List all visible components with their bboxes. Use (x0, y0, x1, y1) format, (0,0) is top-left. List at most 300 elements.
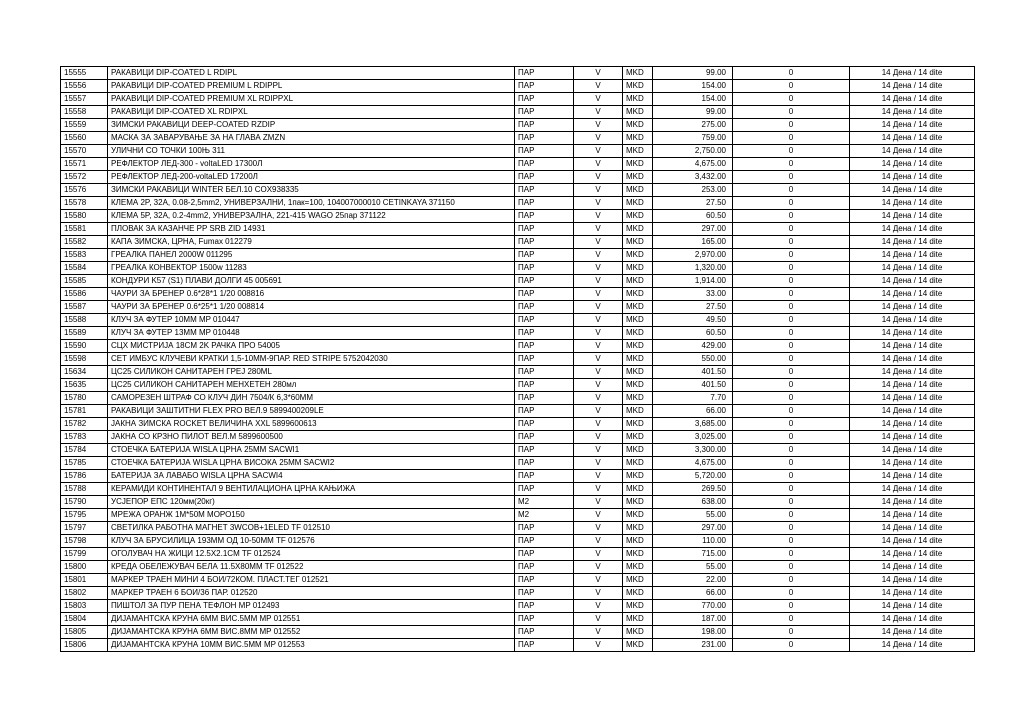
table-row (61, 613, 975, 626)
table-row (61, 80, 975, 93)
item-delivery: 14 Дена / 14 dite (850, 210, 975, 223)
item-name: МАРКЕР ТРАЕН 6 БОИ/36 ПАР. 012520 (108, 587, 515, 600)
item-name: РАКАВИЦИ DIP-COATED PREMIUM XL RDIPPXL (108, 93, 515, 106)
item-code: 15635 (61, 379, 108, 392)
item-currency: MKD (623, 340, 653, 353)
item-delivery: 14 Дена / 14 dite (850, 314, 975, 327)
item-vat-flag: V (574, 67, 623, 80)
item-name: ЈАКНА СО КРЗНО ПИЛОТ ВЕЛ.M 5899600500 (108, 431, 515, 444)
item-name: РАКАВИЦИ DIP-COATED XL RDIPXL (108, 106, 515, 119)
item-code: 15557 (61, 93, 108, 106)
item-code: 15588 (61, 314, 108, 327)
item-quantity: 0 (733, 613, 850, 626)
item-quantity: 0 (733, 535, 850, 548)
item-quantity: 0 (733, 106, 850, 119)
table-row (61, 262, 975, 275)
item-quantity: 0 (733, 483, 850, 496)
item-quantity: 0 (733, 353, 850, 366)
item-quantity: 0 (733, 587, 850, 600)
item-quantity: 0 (733, 626, 850, 639)
item-quantity: 0 (733, 67, 850, 80)
item-unit: ПАР (515, 574, 574, 587)
item-price: 110.00 (653, 535, 733, 548)
item-price: 770.00 (653, 600, 733, 613)
item-quantity: 0 (733, 158, 850, 171)
item-quantity: 0 (733, 496, 850, 509)
table-row (61, 223, 975, 236)
item-price: 275.00 (653, 119, 733, 132)
item-quantity: 0 (733, 366, 850, 379)
item-code: 15559 (61, 119, 108, 132)
item-name: ГРЕАЛКА КОНВЕКТОР 1500w 11283 (108, 262, 515, 275)
item-code: 15806 (61, 639, 108, 652)
item-price: 269.50 (653, 483, 733, 496)
table-row (61, 626, 975, 639)
item-price: 187.00 (653, 613, 733, 626)
item-quantity: 0 (733, 314, 850, 327)
item-currency: MKD (623, 587, 653, 600)
item-delivery: 14 Дена / 14 dite (850, 262, 975, 275)
item-quantity: 0 (733, 431, 850, 444)
item-currency: MKD (623, 639, 653, 652)
table-row (61, 587, 975, 600)
item-currency: MKD (623, 457, 653, 470)
item-unit: ПАР (515, 119, 574, 132)
item-delivery: 14 Дена / 14 dite (850, 301, 975, 314)
table-row (61, 67, 975, 80)
item-vat-flag: V (574, 288, 623, 301)
item-name: КАПА ЗИМСКА, ЦРНА, Fumax 012279 (108, 236, 515, 249)
item-currency: MKD (623, 444, 653, 457)
item-unit: ПАР (515, 405, 574, 418)
item-price: 3,300.00 (653, 444, 733, 457)
item-name: РАКАВИЦИ ЗАШТИТНИ FLEX PRO ВЕЛ.9 5899400209LE (108, 405, 515, 418)
item-price: 55.00 (653, 509, 733, 522)
item-vat-flag: V (574, 483, 623, 496)
item-vat-flag: V (574, 379, 623, 392)
item-unit: ПАР (515, 93, 574, 106)
item-delivery: 14 Дена / 14 dite (850, 80, 975, 93)
table-row (61, 470, 975, 483)
item-currency: MKD (623, 405, 653, 418)
item-quantity: 0 (733, 405, 850, 418)
item-price: 3,432.00 (653, 171, 733, 184)
item-currency: MKD (623, 67, 653, 80)
item-name: ЦС25 СИЛИКОН САНИТАРЕН ГРЕЈ 280ML (108, 366, 515, 379)
table-row (61, 327, 975, 340)
item-name: КЛУЧ ЗА БРУСИЛИЦА 193ММ ОД 10-50ММ TF 012576 (108, 535, 515, 548)
item-vat-flag: V (574, 574, 623, 587)
item-vat-flag: V (574, 210, 623, 223)
item-currency: MKD (623, 197, 653, 210)
item-delivery: 14 Дена / 14 dite (850, 483, 975, 496)
table-row (61, 483, 975, 496)
item-delivery: 14 Дена / 14 dite (850, 561, 975, 574)
item-delivery: 14 Дена / 14 dite (850, 119, 975, 132)
item-code: 15590 (61, 340, 108, 353)
item-price: 3,685.00 (653, 418, 733, 431)
table-row (61, 210, 975, 223)
item-currency: MKD (623, 106, 653, 119)
item-unit: ПАР (515, 145, 574, 158)
table-row (61, 197, 975, 210)
item-unit: ПАР (515, 444, 574, 457)
item-name: РЕФЛЕКТОР ЛЕД-300 - voltaLED 17300Л (108, 158, 515, 171)
item-code: 15578 (61, 197, 108, 210)
item-vat-flag: V (574, 314, 623, 327)
item-code: 15795 (61, 509, 108, 522)
item-currency: MKD (623, 431, 653, 444)
table-row (61, 314, 975, 327)
item-vat-flag: V (574, 327, 623, 340)
item-vat-flag: V (574, 509, 623, 522)
item-unit: ПАР (515, 340, 574, 353)
item-name: ПИШТОЛ ЗА ПУР ПЕНА ТЕФЛОН MP 012493 (108, 600, 515, 613)
table-row (61, 561, 975, 574)
item-quantity: 0 (733, 197, 850, 210)
item-name: КОНДУРИ K57 (S1) ПЛАВИ ДОЛГИ 45 005691 (108, 275, 515, 288)
item-quantity: 0 (733, 249, 850, 262)
item-delivery: 14 Дена / 14 dite (850, 236, 975, 249)
item-quantity: 0 (733, 457, 850, 470)
item-currency: MKD (623, 288, 653, 301)
table-row (61, 145, 975, 158)
item-unit: ПАР (515, 522, 574, 535)
item-code: 15802 (61, 587, 108, 600)
item-name: УСЈЕПОР ЕПС 120мм(20кг) (108, 496, 515, 509)
item-name: ЧАУРИ ЗА БРЕНЕР 0.6*28*1 1/20 008816 (108, 288, 515, 301)
item-name: КЛУЧ ЗА ФУТЕР 13MM MP 010448 (108, 327, 515, 340)
item-currency: MKD (623, 561, 653, 574)
item-code: 15781 (61, 405, 108, 418)
table-row (61, 288, 975, 301)
item-code: 15598 (61, 353, 108, 366)
item-price: 5,720.00 (653, 470, 733, 483)
item-unit: ПАР (515, 236, 574, 249)
item-vat-flag: V (574, 392, 623, 405)
item-delivery: 14 Дена / 14 dite (850, 93, 975, 106)
item-vat-flag: V (574, 535, 623, 548)
table-row (61, 249, 975, 262)
item-price: 1,914.00 (653, 275, 733, 288)
item-delivery: 14 Дена / 14 dite (850, 171, 975, 184)
item-unit: ПАР (515, 639, 574, 652)
item-vat-flag: V (574, 106, 623, 119)
item-code: 15584 (61, 262, 108, 275)
item-vat-flag: V (574, 132, 623, 145)
item-delivery: 14 Дена / 14 dite (850, 535, 975, 548)
table-row (61, 236, 975, 249)
item-code: 15797 (61, 522, 108, 535)
table-row (61, 405, 975, 418)
item-price: 231.00 (653, 639, 733, 652)
table-row (61, 548, 975, 561)
item-name: МРЕЖА ОРАНЖ 1M*50M МОРО150 (108, 509, 515, 522)
item-unit: ПАР (515, 561, 574, 574)
item-quantity: 0 (733, 301, 850, 314)
item-price: 401.50 (653, 366, 733, 379)
table-row (61, 496, 975, 509)
item-delivery: 14 Дена / 14 dite (850, 132, 975, 145)
item-price: 297.00 (653, 522, 733, 535)
item-unit: ПАР (515, 106, 574, 119)
item-currency: MKD (623, 483, 653, 496)
item-delivery: 14 Дена / 14 dite (850, 275, 975, 288)
item-code: 15780 (61, 392, 108, 405)
item-name: ГРЕАЛКА ПАНЕЛ 2000W 011295 (108, 249, 515, 262)
item-name: РАКАВИЦИ DIP-COATED L RDIPL (108, 67, 515, 80)
item-vat-flag: V (574, 470, 623, 483)
item-code: 15799 (61, 548, 108, 561)
item-price: 759.00 (653, 132, 733, 145)
item-price: 33.00 (653, 288, 733, 301)
item-name: СВЕТИЛКА РАБОТНА МАГНЕТ 3WCOB+1ELED TF 012510 (108, 522, 515, 535)
item-code: 15798 (61, 535, 108, 548)
item-price: 22.00 (653, 574, 733, 587)
item-currency: MKD (623, 509, 653, 522)
item-delivery: 14 Дена / 14 dite (850, 431, 975, 444)
table-row (61, 392, 975, 405)
item-currency: MKD (623, 366, 653, 379)
item-currency: MKD (623, 158, 653, 171)
item-delivery: 14 Дена / 14 dite (850, 184, 975, 197)
item-code: 15583 (61, 249, 108, 262)
item-vat-flag: V (574, 80, 623, 93)
item-code: 15576 (61, 184, 108, 197)
item-name: КЛЕМА 5P, 32A, 0.2-4mm2, УНИВЕРЗАЛНА, 221-415 WAGO 25пар 371122 (108, 210, 515, 223)
item-unit: ПАР (515, 327, 574, 340)
item-name: СЕТ ИМБУС КЛУЧЕВИ КРАТКИ 1,5-10ММ-9ПАР. RED STRIPE 5752042030 (108, 353, 515, 366)
item-name: ЈАКНА ЗИМСКА ROCKET ВЕЛИЧИНА XXL 5899600613 (108, 418, 515, 431)
item-price: 715.00 (653, 548, 733, 561)
item-vat-flag: V (574, 301, 623, 314)
item-unit: ПАР (515, 249, 574, 262)
item-vat-flag: V (574, 418, 623, 431)
item-unit: ПАР (515, 353, 574, 366)
item-quantity: 0 (733, 470, 850, 483)
item-code: 15585 (61, 275, 108, 288)
table-row (61, 444, 975, 457)
item-delivery: 14 Дена / 14 dite (850, 639, 975, 652)
item-vat-flag: V (574, 561, 623, 574)
table-row (61, 379, 975, 392)
item-code: 15805 (61, 626, 108, 639)
item-code: 15582 (61, 236, 108, 249)
item-currency: MKD (623, 600, 653, 613)
table-row (61, 275, 975, 288)
item-price: 99.00 (653, 106, 733, 119)
item-currency: MKD (623, 418, 653, 431)
item-delivery: 14 Дена / 14 dite (850, 405, 975, 418)
table-row (61, 353, 975, 366)
item-unit: ПАР (515, 132, 574, 145)
table-row (61, 418, 975, 431)
table-row (61, 93, 975, 106)
item-code: 15572 (61, 171, 108, 184)
item-delivery: 14 Дена / 14 dite (850, 444, 975, 457)
item-currency: MKD (623, 392, 653, 405)
item-delivery: 14 Дена / 14 dite (850, 496, 975, 509)
item-name: РАКАВИЦИ DIP-COATED PREMIUM L RDIPPL (108, 80, 515, 93)
table-row (61, 171, 975, 184)
item-delivery: 14 Дена / 14 dite (850, 626, 975, 639)
item-delivery: 14 Дена / 14 dite (850, 457, 975, 470)
item-currency: MKD (623, 301, 653, 314)
item-code: 15556 (61, 80, 108, 93)
item-quantity: 0 (733, 600, 850, 613)
item-vat-flag: V (574, 444, 623, 457)
item-delivery: 14 Дена / 14 dite (850, 366, 975, 379)
item-delivery: 14 Дена / 14 dite (850, 67, 975, 80)
item-quantity: 0 (733, 262, 850, 275)
item-unit: ПАР (515, 184, 574, 197)
item-quantity: 0 (733, 132, 850, 145)
item-code: 15634 (61, 366, 108, 379)
item-currency: MKD (623, 119, 653, 132)
item-currency: MKD (623, 93, 653, 106)
item-delivery: 14 Дена / 14 dite (850, 392, 975, 405)
item-code: 15558 (61, 106, 108, 119)
item-price: 638.00 (653, 496, 733, 509)
item-code: 15788 (61, 483, 108, 496)
item-name: ДИЈАМАНТСКА КРУНА 6ММ ВИС.8ММ MP 012552 (108, 626, 515, 639)
item-currency: MKD (623, 132, 653, 145)
item-quantity: 0 (733, 275, 850, 288)
item-vat-flag: V (574, 639, 623, 652)
item-vat-flag: V (574, 184, 623, 197)
item-unit: ПАР (515, 418, 574, 431)
item-name: ДИЈАМАНТСКА КРУНА 6ММ ВИС.5ММ MP 012551 (108, 613, 515, 626)
item-price: 4,675.00 (653, 457, 733, 470)
item-vat-flag: V (574, 626, 623, 639)
item-code: 15571 (61, 158, 108, 171)
item-vat-flag: V (574, 171, 623, 184)
item-name: УЛИЧНИ СО ТОЧКИ 100Њ 311 (108, 145, 515, 158)
item-currency: MKD (623, 145, 653, 158)
item-quantity: 0 (733, 561, 850, 574)
item-currency: MKD (623, 184, 653, 197)
item-price: 2,750.00 (653, 145, 733, 158)
item-unit: ПАР (515, 210, 574, 223)
item-currency: MKD (623, 249, 653, 262)
item-vat-flag: V (574, 548, 623, 561)
item-price: 60.50 (653, 210, 733, 223)
item-vat-flag: V (574, 93, 623, 106)
item-delivery: 14 Дена / 14 dite (850, 106, 975, 119)
item-price: 154.00 (653, 93, 733, 106)
item-vat-flag: V (574, 145, 623, 158)
table-row (61, 158, 975, 171)
item-delivery: 14 Дена / 14 dite (850, 509, 975, 522)
item-quantity: 0 (733, 93, 850, 106)
item-price: 99.00 (653, 67, 733, 80)
item-code: 15587 (61, 301, 108, 314)
item-name: ПЛОВАК ЗА КАЗАНЧЕ PP SRB ZID 14931 (108, 223, 515, 236)
item-unit: ПАР (515, 158, 574, 171)
item-code: 15801 (61, 574, 108, 587)
item-quantity: 0 (733, 574, 850, 587)
item-vat-flag: V (574, 457, 623, 470)
item-delivery: 14 Дена / 14 dite (850, 600, 975, 613)
item-name: ЧАУРИ ЗА БРЕНЕР 0.6*25*1 1/20 008814 (108, 301, 515, 314)
item-price: 27.50 (653, 197, 733, 210)
item-code: 15804 (61, 613, 108, 626)
item-quantity: 0 (733, 184, 850, 197)
item-vat-flag: V (574, 119, 623, 132)
item-price: 401.50 (653, 379, 733, 392)
item-delivery: 14 Дена / 14 dite (850, 418, 975, 431)
item-currency: MKD (623, 223, 653, 236)
table-row (61, 535, 975, 548)
item-code: 15560 (61, 132, 108, 145)
item-unit: ПАР (515, 470, 574, 483)
item-delivery: 14 Дена / 14 dite (850, 340, 975, 353)
item-vat-flag: V (574, 353, 623, 366)
table-row (61, 119, 975, 132)
item-unit: ПАР (515, 600, 574, 613)
item-delivery: 14 Дена / 14 dite (850, 574, 975, 587)
item-vat-flag: V (574, 158, 623, 171)
item-name: МАРКЕР ТРАЕН МИНИ 4 БОИ/72КОМ. ПЛАСТ.ТЕГ 012521 (108, 574, 515, 587)
item-vat-flag: V (574, 600, 623, 613)
item-unit: ПАР (515, 626, 574, 639)
item-vat-flag: V (574, 236, 623, 249)
item-currency: MKD (623, 626, 653, 639)
item-unit: ПАР (515, 80, 574, 93)
item-vat-flag: V (574, 262, 623, 275)
table-row (61, 574, 975, 587)
item-quantity: 0 (733, 171, 850, 184)
item-quantity: 0 (733, 327, 850, 340)
item-unit: ПАР (515, 301, 574, 314)
item-currency: MKD (623, 80, 653, 93)
item-code: 15782 (61, 418, 108, 431)
table-row (61, 509, 975, 522)
item-quantity: 0 (733, 392, 850, 405)
item-price: 49.50 (653, 314, 733, 327)
item-quantity: 0 (733, 548, 850, 561)
item-quantity: 0 (733, 210, 850, 223)
item-unit: ПАР (515, 223, 574, 236)
item-name: ДИЈАМАНТСКА КРУНА 10ММ ВИС.5ММ MP 012553 (108, 639, 515, 652)
item-unit: ПАР (515, 275, 574, 288)
item-unit: ПАР (515, 483, 574, 496)
item-unit: ПАР (515, 197, 574, 210)
item-delivery: 14 Дена / 14 dite (850, 379, 975, 392)
item-price: 7.70 (653, 392, 733, 405)
item-currency: MKD (623, 522, 653, 535)
item-price: 429.00 (653, 340, 733, 353)
item-currency: MKD (623, 353, 653, 366)
item-currency: MKD (623, 171, 653, 184)
item-delivery: 14 Дена / 14 dite (850, 522, 975, 535)
item-delivery: 14 Дена / 14 dite (850, 327, 975, 340)
item-vat-flag: V (574, 587, 623, 600)
item-quantity: 0 (733, 340, 850, 353)
item-vat-flag: V (574, 249, 623, 262)
price-list-table (60, 66, 975, 652)
item-unit: ПАР (515, 314, 574, 327)
item-code: 15800 (61, 561, 108, 574)
item-code: 15784 (61, 444, 108, 457)
item-quantity: 0 (733, 236, 850, 249)
item-name: ЗИМСКИ РАКАВИЦИ DEEP-COATED RZDIP (108, 119, 515, 132)
item-unit: ПАР (515, 366, 574, 379)
item-name: ЦС25 СИЛИКОН САНИТАРЕН МЕНХЕТЕН 280мл (108, 379, 515, 392)
item-price: 198.00 (653, 626, 733, 639)
item-unit: ПАР (515, 288, 574, 301)
item-code: 15803 (61, 600, 108, 613)
